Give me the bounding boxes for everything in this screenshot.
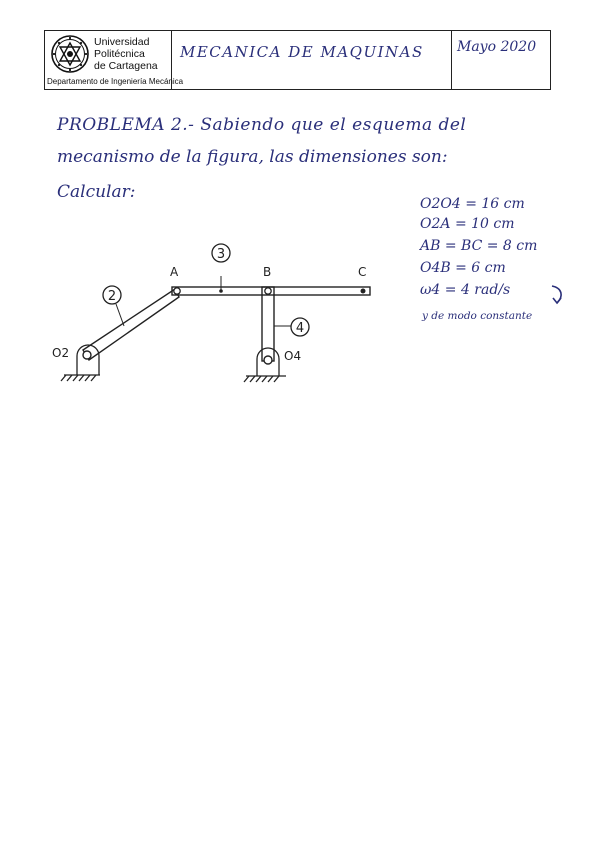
link-4-bar bbox=[262, 287, 274, 361]
department-name: Departamento de Ingeniería Mecánica bbox=[47, 77, 184, 86]
dimension-item: O2O4 = 16 cm bbox=[420, 196, 525, 212]
ground-support-o4 bbox=[244, 348, 286, 382]
point-label-b: B bbox=[263, 265, 272, 279]
link-3-marker-dot bbox=[219, 289, 223, 293]
problem-statement-line: mecanismo de la figura, las dimensiones son: bbox=[57, 147, 448, 167]
dimension-item: O4B = 6 cm bbox=[420, 260, 506, 276]
point-label-o4: O4 bbox=[284, 349, 302, 363]
point-label-c: C bbox=[358, 265, 367, 279]
dimension-note: y de modo constante bbox=[422, 310, 533, 322]
university-seal-icon bbox=[50, 34, 90, 74]
link-2-number: 2 bbox=[107, 289, 117, 304]
link-2-leader bbox=[116, 304, 124, 326]
joint-a bbox=[174, 288, 180, 294]
problem-calculate-label: Calcular: bbox=[57, 182, 136, 202]
exam-date: Mayo 2020 bbox=[457, 39, 537, 55]
joint-o2 bbox=[83, 351, 91, 359]
university-name-line: Universidad bbox=[94, 36, 150, 48]
link-3-number: 3 bbox=[216, 247, 226, 262]
joint-o4 bbox=[264, 356, 272, 364]
problem-statement-line: PROBLEMA 2.- Sabiendo que el esquema del bbox=[57, 115, 467, 135]
rotation-arrow-icon bbox=[548, 284, 568, 306]
university-name-line: Politécnica bbox=[94, 48, 145, 60]
dimension-item: ω4 = 4 rad/s bbox=[420, 282, 511, 298]
university-name bbox=[94, 36, 174, 72]
dimension-item: AB = BC = 8 cm bbox=[420, 238, 538, 254]
mechanism-figure bbox=[50, 236, 380, 396]
header-box bbox=[44, 30, 551, 90]
header-divider bbox=[451, 31, 452, 89]
course-title: MECANICA DE MAQUINAS bbox=[180, 43, 424, 61]
dimension-item: O2A = 10 cm bbox=[420, 216, 515, 232]
university-logo bbox=[50, 34, 168, 78]
point-label-a: A bbox=[170, 265, 179, 279]
link-4-number: 4 bbox=[295, 321, 305, 336]
joint-c bbox=[361, 289, 366, 294]
joint-b bbox=[265, 288, 271, 294]
university-name-line: de Cartagena bbox=[94, 60, 158, 72]
point-label-o2: O2 bbox=[52, 346, 70, 360]
